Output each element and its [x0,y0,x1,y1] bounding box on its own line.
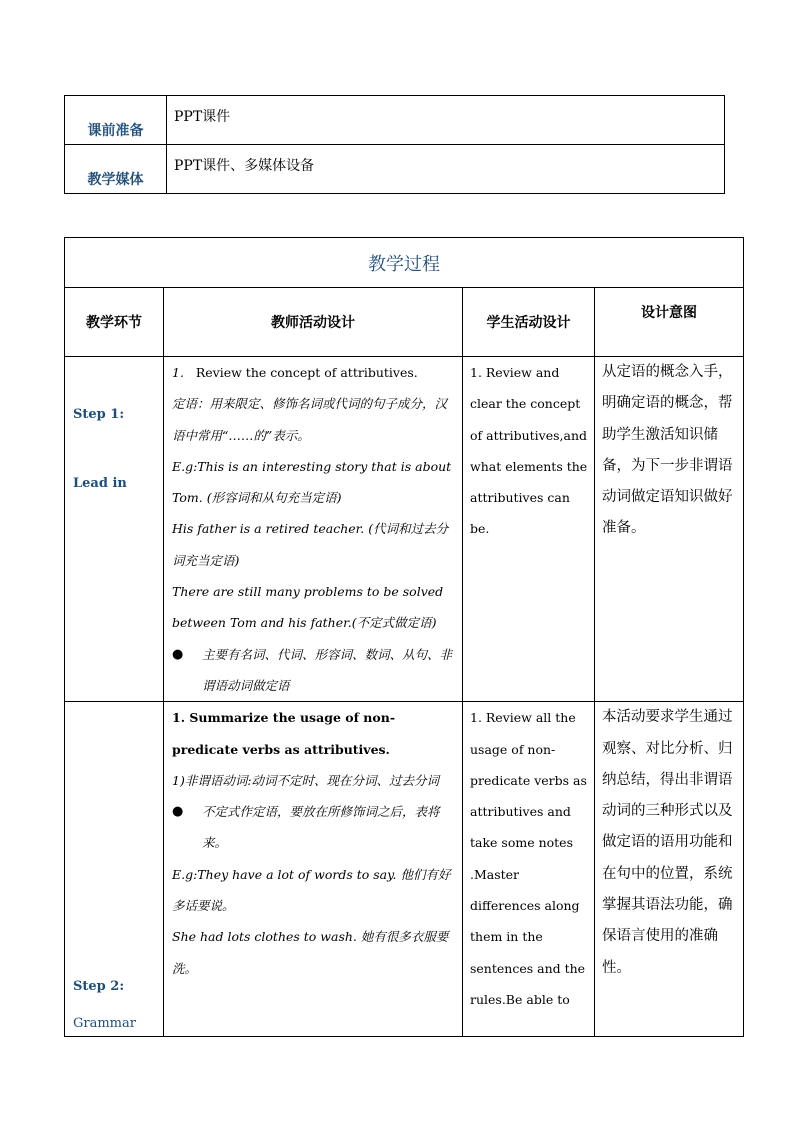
header-design-intent: 设计意图 [595,288,744,357]
step1-teacher-line [172,357,456,388]
header-student-activity: 学生活动设计 [463,288,595,357]
list-number: 1. [172,365,184,380]
step1-student-cell [463,357,595,702]
step-row [65,702,744,1037]
header-teacher-activity: 教师活动设计 [164,288,463,357]
step2-stage-cell [65,702,164,1037]
process-table [64,237,744,1037]
bullet-item [172,796,456,859]
bullet-item [172,639,456,702]
example-3: There are still many problems to be solved between Tom and his father.(不定式做定语) [172,584,444,631]
step1-name: Lead in [73,476,127,491]
step1-review-text: Review the concept of attributives. [195,365,418,380]
step1-intent-text: 从定语的概念入手，明确定语的概念，帮助学生激活知识储备，为下一步非谓语动词做定语知识做好准备。 [602,364,733,537]
header-stage: 教学环节 [65,288,164,357]
step-row [65,357,744,702]
prep-row [65,96,725,145]
header-row [65,288,744,357]
bullet-text: 不定式作定语，要放在所修饰词之后，表将来。 [202,804,440,851]
step2-teacher-cell [164,702,463,1037]
step2-name: Grammar [73,1016,136,1032]
process-title: 教学过程 [65,238,744,288]
step1-teacher-cell [164,357,463,702]
definition-text: 定语：用来限定、修饰名词或代词的句子成分，汉语中常用“……的”表示。 [172,396,448,443]
step1-intent-cell [595,357,744,702]
bullet-icon: ● [172,646,184,662]
step2-intent-cell [595,702,744,1037]
step2-student-cell [463,702,595,1037]
prep-value-materials: PPT课件 [167,96,725,145]
step2-student-text: 1. Review all the usage of non-predicate verbs as attributives and take some notes .Master differences along them in the sentences and the rules.Be able to [470,710,587,1007]
bullet-icon: ● [172,804,184,820]
step2-intent-text: 本活动要求学生通过观察、对比分析、归纳总结，得出非谓语动词的三种形式以及做定语的语用功能和在句中的位置，系统掌握其语法功能，确保语言使用的准确性。 [602,709,733,976]
prep-row [65,145,725,194]
step1-stage-cell [65,357,164,702]
bullet-text: 主要有名词、代词、形容词、数词、从句、非谓语动词做定语 [202,646,453,693]
prep-label-materials: 课前准备 [65,96,167,145]
step2-subpoint: 1)非谓语动词:动词不定时、现在分词、过去分词 [172,772,440,788]
example-1: E.g:They have a lot of words to say. 他们有好多话要说。 [172,866,451,914]
step1-label: Step 1: [73,407,125,422]
prep-label-media: 教学媒体 [65,145,167,194]
prep-value-media: PPT课件、多媒体设备 [167,145,725,194]
prep-table [64,95,725,194]
step1-student-text: 1. Review and clear the concept of attributives,and what elements the attributives can be. [470,365,588,537]
step2-heading [172,702,456,765]
example-1: E.g:This is an interesting story that is about Tom. (形容词和从句充当定语) [172,458,452,506]
step2-heading-text: 1. Summarize the usage of non-predicate verbs as attributives. [172,710,396,757]
step2-label: Step 2: [73,979,125,995]
example-2: His father is a retired teacher. (代词和过去分词充当定语) [172,521,449,568]
example-2: She had lots clothes to wash. 她有很多衣服要洗。 [172,929,449,976]
